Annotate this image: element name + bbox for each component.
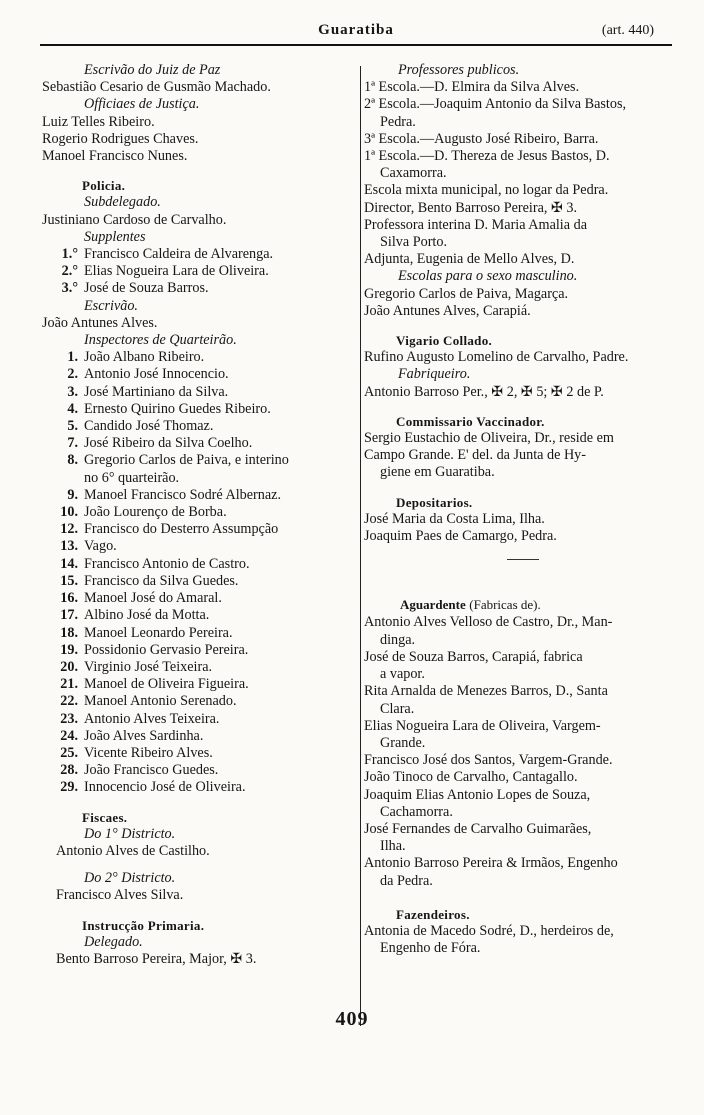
inspector-row	[42, 745, 356, 762]
item-name: José de Souza Barros.	[84, 280, 209, 297]
entry-line: Director, Bento Barroso Pereira, ✠ 3.	[364, 199, 578, 216]
item-name: Antonio Alves Teixeira.	[84, 710, 220, 727]
item-name: Albino José da Motta.	[84, 607, 210, 624]
entry-line: Caxamorra.	[380, 165, 447, 182]
aguardente-title: Aguardente	[400, 597, 466, 613]
entry-line: Cachamorra.	[380, 803, 453, 820]
supplente-row	[42, 263, 356, 280]
section-subtitle: Do 2° Districto.	[84, 870, 176, 887]
entry-line: João Antunes Alves.	[42, 314, 158, 331]
section-heading-depositarios: Depositarios.	[396, 494, 473, 510]
item-number: 1.	[67, 349, 78, 366]
entry-line: Antonio Alves de Castilho.	[56, 842, 210, 859]
entry-line: José de Souza Barros, Carapiá, fabrica	[364, 648, 583, 665]
entry-line: Antonia de Macedo Sodré, D., herdeiros de,	[364, 922, 614, 939]
item-number: 15.	[60, 572, 78, 589]
item-number: 20.	[60, 658, 78, 675]
entry-line: Silva Porto.	[380, 234, 448, 251]
inspector-row	[42, 418, 356, 435]
entry-line: Antonio Alves Velloso de Castro, Dr., Man-	[364, 614, 613, 631]
inspector-row	[42, 676, 356, 693]
inspector-row	[42, 659, 356, 676]
entry-line: Ilha.	[380, 838, 406, 855]
spacer	[42, 860, 356, 870]
entry-line: a vapor.	[380, 666, 425, 683]
section-heading-fiscaes: Fiscaes.	[82, 809, 128, 825]
entry-line: giene em Guaratiba.	[380, 464, 495, 481]
spacer	[364, 560, 682, 578]
inspector-row	[42, 590, 356, 607]
item-number: 19.	[60, 641, 78, 658]
entry-line: Francisco José dos Santos, Vargem-Grande.	[364, 752, 613, 769]
item-number: 21.	[60, 676, 78, 693]
inspector-row	[42, 401, 356, 418]
section-heading-fazendeiros: Fazendeiros.	[396, 906, 470, 922]
inspector-row	[42, 349, 356, 366]
entry-line: 1ª Escola.—D. Thereza de Jesus Bastos, D.	[364, 148, 610, 165]
inspector-row	[42, 728, 356, 745]
section-subtitle: Officiaes de Justiça.	[84, 96, 200, 113]
item-name: João Lourenço de Borba.	[84, 504, 227, 521]
item-name: Ernesto Quirino Guedes Ribeiro.	[84, 400, 271, 417]
entry-line: Rufino Augusto Lomelino de Carvalho, Padre.	[364, 349, 629, 366]
entry-line: Bento Barroso Pereira, Major, ✠ 3.	[56, 950, 257, 967]
item-number: 13.	[60, 538, 78, 555]
item-number: 5.	[67, 418, 78, 435]
inspector-row	[42, 521, 356, 538]
section-heading-aguardente	[364, 596, 682, 614]
item-continuation: no 6° quarteirão.	[84, 469, 180, 486]
entry-line: dinga.	[380, 631, 416, 648]
item-name: Francisco do Desterro Assumpção	[84, 521, 279, 538]
inspector-row	[42, 384, 356, 401]
section-subtitle: Escrivão do Juiz de Paz	[84, 62, 221, 78]
entry-line: Sebastião Cesario de Gusmão Machado.	[42, 79, 271, 96]
section-subtitle: Inspectores de Quarteirão.	[84, 332, 237, 349]
item-name: Francisco Caldeira de Alvarenga.	[84, 246, 274, 263]
item-number: 18.	[60, 624, 78, 641]
item-name: Manoel Antonio Serenado.	[84, 693, 237, 710]
entry-line: 1ª Escola.—D. Elmira da Silva Alves.	[364, 79, 580, 96]
inspector-row	[42, 642, 356, 659]
entry-line: José Fernandes de Carvalho Guimarães,	[364, 820, 592, 837]
item-name: Elias Nogueira Lara de Oliveira.	[84, 263, 269, 280]
aguardente-list	[364, 614, 682, 889]
column-divider	[360, 66, 361, 1026]
inspector-row	[42, 504, 356, 521]
entry-line: Rogerio Rodrigues Chaves.	[42, 130, 199, 147]
entry-line: João Tinoco de Carvalho, Cantagallo.	[364, 769, 578, 786]
item-number: 3.	[67, 383, 78, 400]
section-heading-vigario: Vigario Collado.	[396, 333, 493, 349]
entry-line: Sergio Eustachio de Oliveira, Dr., reside em	[364, 430, 614, 447]
entry-line: Antonio Barroso Pereira & Irmãos, Engenho	[364, 855, 618, 872]
entry-line: Grande.	[380, 734, 426, 751]
section-heading-instrucao: Instrucção Primaria.	[82, 917, 205, 933]
section-heading-policia: Policia.	[82, 178, 126, 194]
item-number: 17.	[60, 607, 78, 624]
item-number: 23.	[60, 710, 78, 727]
item-name: Francisco da Silva Guedes.	[84, 572, 239, 589]
item-name: Gregorio Carlos de Paiva, e interino	[84, 452, 289, 469]
inspector-row	[42, 452, 356, 469]
entry-line: da Pedra.	[380, 872, 433, 889]
item-number: 16.	[60, 590, 78, 607]
entry-line: 2ª Escola.—Joaquim Antonio da Silva Bastos,	[364, 96, 627, 113]
right-column	[364, 62, 682, 957]
inspector-row	[42, 711, 356, 728]
inspector-row	[42, 435, 356, 452]
entry-line: José Maria da Costa Lima, Ilha.	[364, 510, 545, 527]
entry-line: Justiniano Cardoso de Carvalho.	[42, 211, 227, 228]
item-number: 12.	[60, 521, 78, 538]
supplente-row	[42, 246, 356, 263]
spacer	[364, 578, 682, 596]
entry-line: Engenho de Fóra.	[380, 940, 481, 957]
inspector-row	[42, 762, 356, 779]
inspector-row	[42, 366, 356, 383]
entry-line: Pedra.	[380, 113, 416, 130]
inspector-row	[42, 779, 356, 796]
item-name: João Albano Ribeiro.	[84, 349, 205, 366]
item-name: Manoel Leonardo Pereira.	[84, 624, 233, 641]
inspector-row	[42, 538, 356, 555]
item-name: Manoel Francisco Sodré Albernaz.	[84, 486, 281, 503]
entry-line: Campo Grande. E' del. da Junta de Hy-	[364, 447, 587, 464]
item-number: 7.	[67, 435, 78, 452]
item-name: Manoel José do Amaral.	[84, 590, 222, 607]
item-number: 10.	[60, 504, 78, 521]
section-subtitle: Subdelegado.	[84, 194, 161, 211]
entry-line: Manoel Francisco Nunes.	[42, 148, 188, 165]
entry-line: Joaquim Paes de Camargo, Pedra.	[364, 528, 557, 545]
section-subtitle: Escrivão.	[84, 297, 138, 314]
section-subtitle: Escolas para o sexo masculino.	[398, 268, 578, 285]
item-name: Possidonio Gervasio Pereira.	[84, 641, 249, 658]
inspector-row	[42, 607, 356, 624]
entry-line: 3ª Escola.—Augusto José Ribeiro, Barra.	[364, 130, 599, 147]
item-name: José Ribeiro da Silva Coelho.	[84, 435, 253, 452]
section-subtitle: Do 1° Districto.	[84, 825, 176, 842]
item-name: Candido José Thomaz.	[84, 418, 214, 435]
section-heading-commissario: Commissario Vaccinador.	[396, 413, 545, 429]
item-number: 9.	[67, 486, 78, 503]
entry-line: Francisco Alves Silva.	[56, 887, 184, 904]
item-number: 29.	[60, 779, 78, 796]
header-rule	[40, 44, 672, 46]
item-number: 28.	[60, 762, 78, 779]
entry-line: Escola mixta municipal, no logar da Pedra.	[364, 182, 609, 199]
item-number: 2.	[67, 366, 78, 383]
entry-line: Professora interina D. Maria Amalia da	[364, 216, 587, 233]
page-title: Guaratiba	[318, 22, 394, 38]
item-name: João Alves Sardinha.	[84, 727, 204, 744]
article-reference: (art. 440)	[601, 23, 654, 38]
item-name: Virginio José Teixeira.	[84, 658, 213, 675]
supplentes-list	[42, 246, 356, 298]
item-number: 22.	[60, 693, 78, 710]
item-name: Vicente Ribeiro Alves.	[84, 744, 213, 761]
section-subtitle: Supplentes	[84, 228, 146, 245]
professores-list	[364, 79, 682, 268]
item-number: 14.	[60, 555, 78, 572]
section-subtitle: Delegado.	[84, 933, 143, 950]
item-number: 24.	[60, 727, 78, 744]
item-name: Vago.	[84, 538, 117, 555]
item-name: José Martiniano da Silva.	[84, 383, 229, 400]
item-number: 1.°	[61, 246, 78, 263]
page-header	[40, 22, 672, 44]
entry-line: João Antunes Alves, Carapiá.	[364, 302, 531, 319]
left-column	[42, 62, 356, 968]
entry-line: Adjunta, Eugenia de Mello Alves, D.	[364, 251, 575, 268]
entry-line: Clara.	[380, 700, 415, 717]
section-subtitle: Professores publicos.	[398, 62, 520, 78]
entry-line: Antonio Barroso Per., ✠ 2, ✠ 5; ✠ 2 de P.	[364, 383, 604, 400]
entry-line: Joaquim Elias Antonio Lopes de Souza,	[364, 786, 591, 803]
inspector-row	[42, 556, 356, 573]
page-number: 409	[335, 1008, 369, 1030]
inspector-row	[42, 625, 356, 642]
aguardente-subtitle: (Fabricas de).	[469, 597, 541, 613]
inspector-row	[42, 487, 356, 504]
entry-line: Gregorio Carlos de Paiva, Magarça.	[364, 285, 569, 302]
inspector-row	[42, 573, 356, 590]
entry-line: Rita Arnalda de Menezes Barros, D., Santa	[364, 683, 608, 700]
item-name: Manoel de Oliveira Figueira.	[84, 676, 249, 693]
item-number: 25.	[60, 744, 78, 761]
item-number: 8.	[67, 452, 78, 469]
entry-line: Luiz Telles Ribeiro.	[42, 113, 155, 130]
item-number: 4.	[67, 400, 78, 417]
entry-line: Elias Nogueira Lara de Oliveira, Vargem-	[364, 717, 601, 734]
inspectores-list	[42, 349, 356, 796]
item-number: 3.°	[61, 280, 78, 297]
item-name: Francisco Antonio de Castro.	[84, 555, 250, 572]
item-name: João Francisco Guedes.	[84, 762, 219, 779]
supplente-row	[42, 280, 356, 297]
item-name: Antonio José Innocencio.	[84, 366, 229, 383]
section-subtitle: Fabriqueiro.	[398, 366, 471, 383]
inspector-row	[42, 693, 356, 710]
item-name: Innocencio José de Oliveira.	[84, 779, 246, 796]
item-number: 2.°	[61, 263, 78, 280]
